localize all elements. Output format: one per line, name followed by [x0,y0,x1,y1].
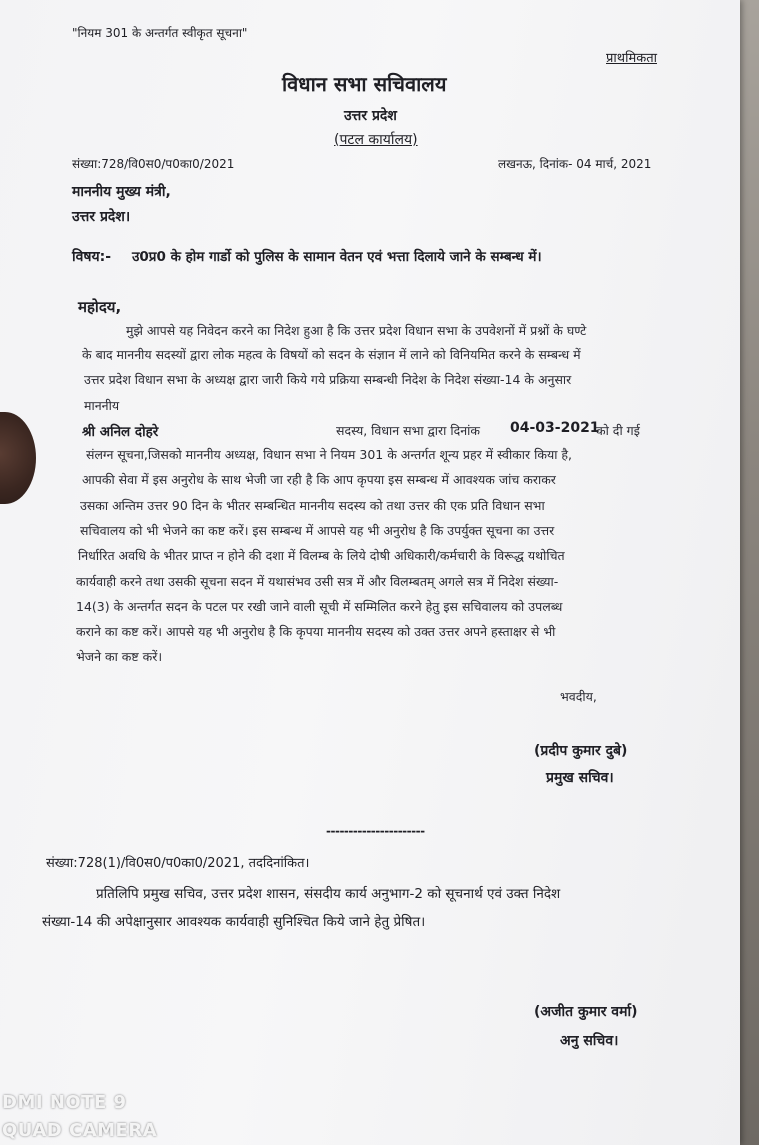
body-line-3: उत्तर प्रदेश विधान सभा के अध्यक्ष द्वारा जारी किये गये प्रक्रिया सम्बन्धी निदेश के निदेश संख्या-14 के अनुसार [84,372,572,387]
body-line-13: कराने का कष्ट करें। आपसे यह भी अनुरोध है कि कृपया माननीय सदस्य को उक्त उत्तर अपने हस्ताक्षर से भी [76,624,556,639]
copy-signatory-name: (अजीत कुमार वर्मा) [534,1004,638,1020]
notice-date: 04-03-2021 [510,420,600,436]
body-line-4: माननीय [84,398,120,413]
body-line-6: संलग्न सूचना,जिसको माननीय अध्यक्ष, विधान सभा ने नियम 301 के अन्तर्गत शून्य प्रहर में स्वीकार किया है, [86,447,573,462]
closing-yours: भवदीय, [560,689,597,704]
addressee-line-2: उत्तर प्रदेश। [72,209,131,225]
body-line-1: मुझे आपसे यह निवेदन करने का निदेश हुआ है कि उत्तर प्रदेश विधान सभा के उपवेशनों में प्रश्नों के घण्टे [126,323,587,338]
body-line-10: निर्धारित अवधि के भीतर प्राप्त न होने की दशा में विलम्ब के लिये दोषी अधिकारी/कर्मचारी के विरूद्ध यथोचित [78,548,565,563]
office-title: विधान सभा सचिवालय [282,72,447,96]
body-line-12: 14(3) के अन्तर्गत सदन के पटल पर रखी जाने वाली सूची में सम्मिलित करने हेतु इस सचिवालय को उपलब्ध [76,599,563,614]
copy-reference-number: संख्या:728(1)/वि0स0/प0का0/2021, तददिनांकित। [46,856,310,871]
body-line-9: सचिवालय को भी भेजने का कष्ट करें। इस सम्बन्ध में आपसे यह भी अनुरोध है कि उपर्युक्त सूचना का उत्तर [80,523,555,538]
body-line-7: आपकी सेवा में इस अनुरोध के साथ भेजी जा रही है कि आप कृपया इस सम्बन्ध में आवश्यक जांच कराकर [82,472,556,487]
state-name: उत्तर प्रदेश [344,108,397,124]
body-line-14: भेजने का कष्ट करें। [76,649,163,664]
section-divider: ---------------------- [326,824,425,838]
place-date: लखनऊ, दिनांक- 04 मार्च, 2021 [498,157,652,171]
body-line-2: के बाद माननीय सदस्यों द्वारा लोक महत्व के विषयों को सदन के संज्ञान में लाने को विनियमित करने के सम्बन्ध में [82,347,581,362]
copy-line-1: प्रतिलिपि प्रमुख सचिव, उत्तर प्रदेश शासन, संसदीय कार्य अनुभाग-2 को सूचनार्थ एवं उक्त निदेश [96,886,561,902]
body-line-5-end: को दी गई [596,423,640,438]
body-line-8: उसका अन्तिम उत्तर 90 दिन के भीतर सम्बन्धित माननीय सदस्य को तथा उत्तर की एक प्रति विधान सभा [80,498,545,513]
copy-line-2: संख्या-14 की अपेक्षानुसार आवश्यक कार्यवाही सुनिश्चित किये जाने हेतु प्रेषित। [42,914,426,930]
reference-number: संख्या:728/वि0स0/प0का0/2021 [72,157,235,171]
body-line-11: कार्यवाही करने तथा उसकी सूचना सदन में यथासंभव उसी सत्र में और विलम्बतम् अगले सत्र में निदेश संख्या- [76,574,559,589]
signatory-designation: प्रमुख सचिव। [546,770,614,786]
copy-signatory-designation: अनु सचिव। [560,1033,619,1049]
section-name: (पटल कार्यालय) [334,132,418,148]
camera-watermark-line-1: DMI NOTE 9 [2,1092,127,1113]
priority-label: प्राथमिकता [606,51,657,66]
subject-label: विषय:- [72,249,112,265]
body-line-5-mid: सदस्य, विधान सभा द्वारा दिनांक [336,423,481,438]
salutation: महोदय, [78,298,122,316]
camera-watermark-line-2: QUAD CAMERA [2,1120,158,1141]
rule-note: "नियम 301 के अन्तर्गत स्वीकृत सूचना" [72,26,248,40]
signatory-name: (प्रदीप कुमार दुबे) [534,743,628,759]
subject-text: उ0प्र0 के होम गार्डो को पुलिस के सामान वेतन एवं भत्ता दिलाये जाने के सम्बन्ध में। [132,249,542,265]
addressee-line-1: माननीय मुख्य मंत्री, [72,184,171,200]
member-name: श्री अनिल दोहरे [82,424,159,440]
finger-thumb [0,412,36,504]
